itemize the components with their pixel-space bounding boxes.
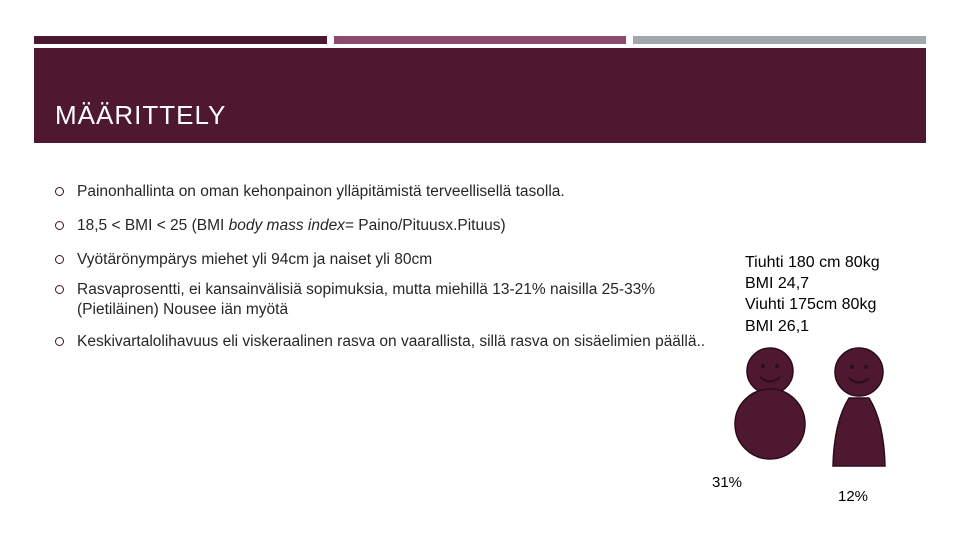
viuhti-percent: 12% [838,488,869,505]
bullet-circle-icon [55,337,64,346]
bullet-text: 18,5 < BMI < 25 (BMI [77,217,229,234]
bullet-text: Rasvaprosentti, ei kansainvälisiä sopimuksia, mutta miehillä 13-21% naisilla 25-33% [77,281,656,298]
bullet-item [55,182,565,202]
bullet-circle-icon [55,285,64,294]
tiuhti-measures: Tiuhti 180 cm 80kg [745,254,880,271]
bullet-text: = Paino/Pituusx.Pituus) [344,217,506,234]
title-band [34,48,926,143]
accent-bar-mauve [334,36,626,44]
bullet-emphasis: body mass index [228,217,345,234]
viuhti-bmi: BMI 26,1 [745,318,810,335]
slide-title: MÄÄRITTELY [55,100,227,130]
bullet-text: Vyötärönympärys miehet yli 94cm ja naiset yli 80cm [77,251,433,268]
bullet-circle-icon [55,255,64,264]
accent-bar-gray [633,36,926,44]
tiuhti-percent: 31% [712,474,743,491]
viuhti-measures: Viuhti 175cm 80kg [745,296,877,313]
bullet-item [55,332,705,352]
accent-bar-dark [34,36,327,44]
bullet-text: Keskivartalolihavuus eli viskeraalinen rasva on vaarallista, sillä rasva on sisäelimien päällä.. [77,333,706,350]
bullet-item [55,250,432,270]
tiuhti-figure-icon [733,342,809,464]
bullet-item [55,280,655,320]
viuhti-figure-icon [828,342,890,470]
bullet-item [55,216,506,236]
bullet-circle-icon [55,187,64,196]
tiuhti-bmi: BMI 24,7 [745,275,810,292]
bullet-text: (Pietiläinen) Nousee iän myötä [77,301,289,318]
bullet-circle-icon [55,221,64,230]
bullet-text: Painonhallinta on oman kehonpainon ylläpitämistä terveellisellä tasolla. [77,183,565,200]
